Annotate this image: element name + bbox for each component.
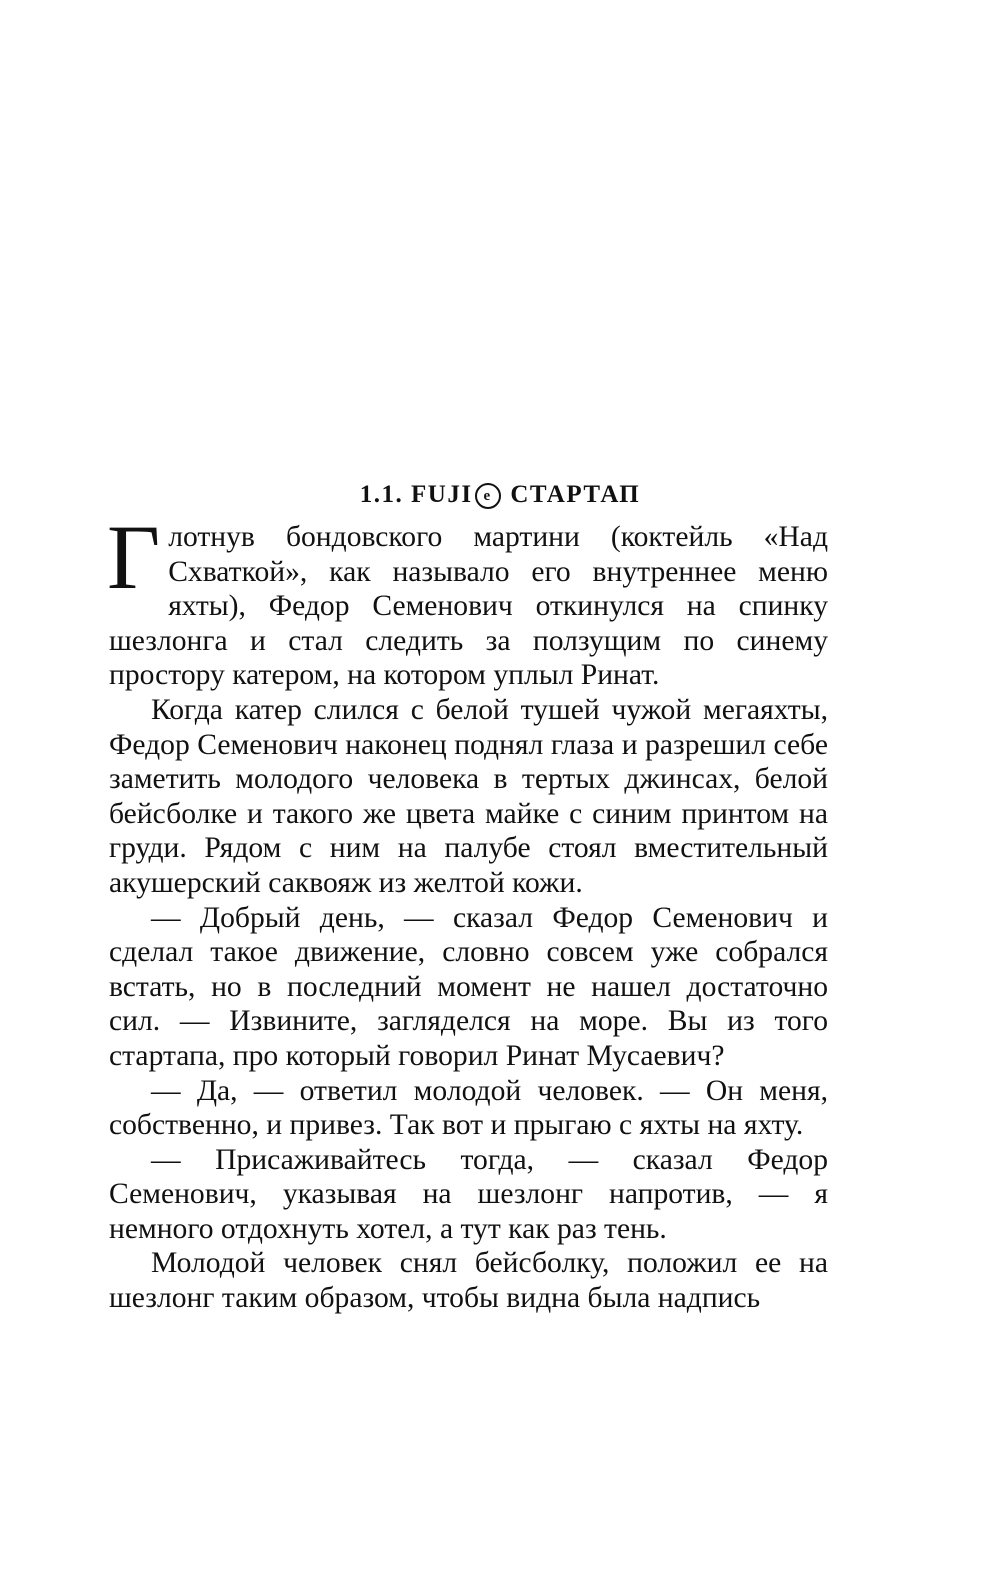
body-text bbox=[107, 506, 828, 1316]
paragraph-6: Молодой человек снял бейсболку, положил ее на шезлонг таким образом, чтобы видна была надпись bbox=[109, 1247, 828, 1315]
chapter-title-left: FUJI bbox=[411, 480, 473, 508]
circled-e-icon: e bbox=[475, 483, 501, 509]
paragraph-5: — Присаживайтесь тогда, — сказал Федор Семенович, указывая на шезлонг напротив, — я немного отдохнуть хотел, а тут как раз тень. bbox=[109, 1143, 828, 1245]
chapter-title-right: СТАРТАП bbox=[510, 480, 641, 508]
paragraph-2: Когда катер слился с белой тушей чужой мегаяхты, Федор Семенович наконец поднял глаза и разрешил себе заметить молодого человека в тертых джинсах, белой бейсболке и такого же цвета майке с синим принтом на груди. Рядом с ним на палубе стоял вместительный акушерский саквояж из желтой кожи. bbox=[109, 693, 828, 899]
paragraph-3: — Добрый день, — сказал Федор Семенович и сделал такое движение, словно совсем уже собрался встать, но в последний момент не нашел достаточно сил. — Извините, загляделся на море. Вы из того стартапа, про который говорил Ринат Мусаевич? bbox=[109, 901, 828, 1072]
drop-cap: Г bbox=[107, 506, 161, 608]
paragraph-text: лотнув бондовского мартини (коктейль «Над Схваткой», как называло его внутреннее меню яхты), Федор Семенович откинулся на спинку шезлонга и стал следить за ползущим по синему простору катером, на котором уплыл Ринат. bbox=[109, 521, 828, 692]
chapter-number: 1.1. bbox=[359, 480, 404, 508]
paragraph-1 bbox=[107, 506, 828, 693]
paragraph-4: — Да, — ответил молодой человек. — Он меня, собственно, и привез. Так вот и прыгаю с яхты на яхту. bbox=[109, 1074, 828, 1142]
